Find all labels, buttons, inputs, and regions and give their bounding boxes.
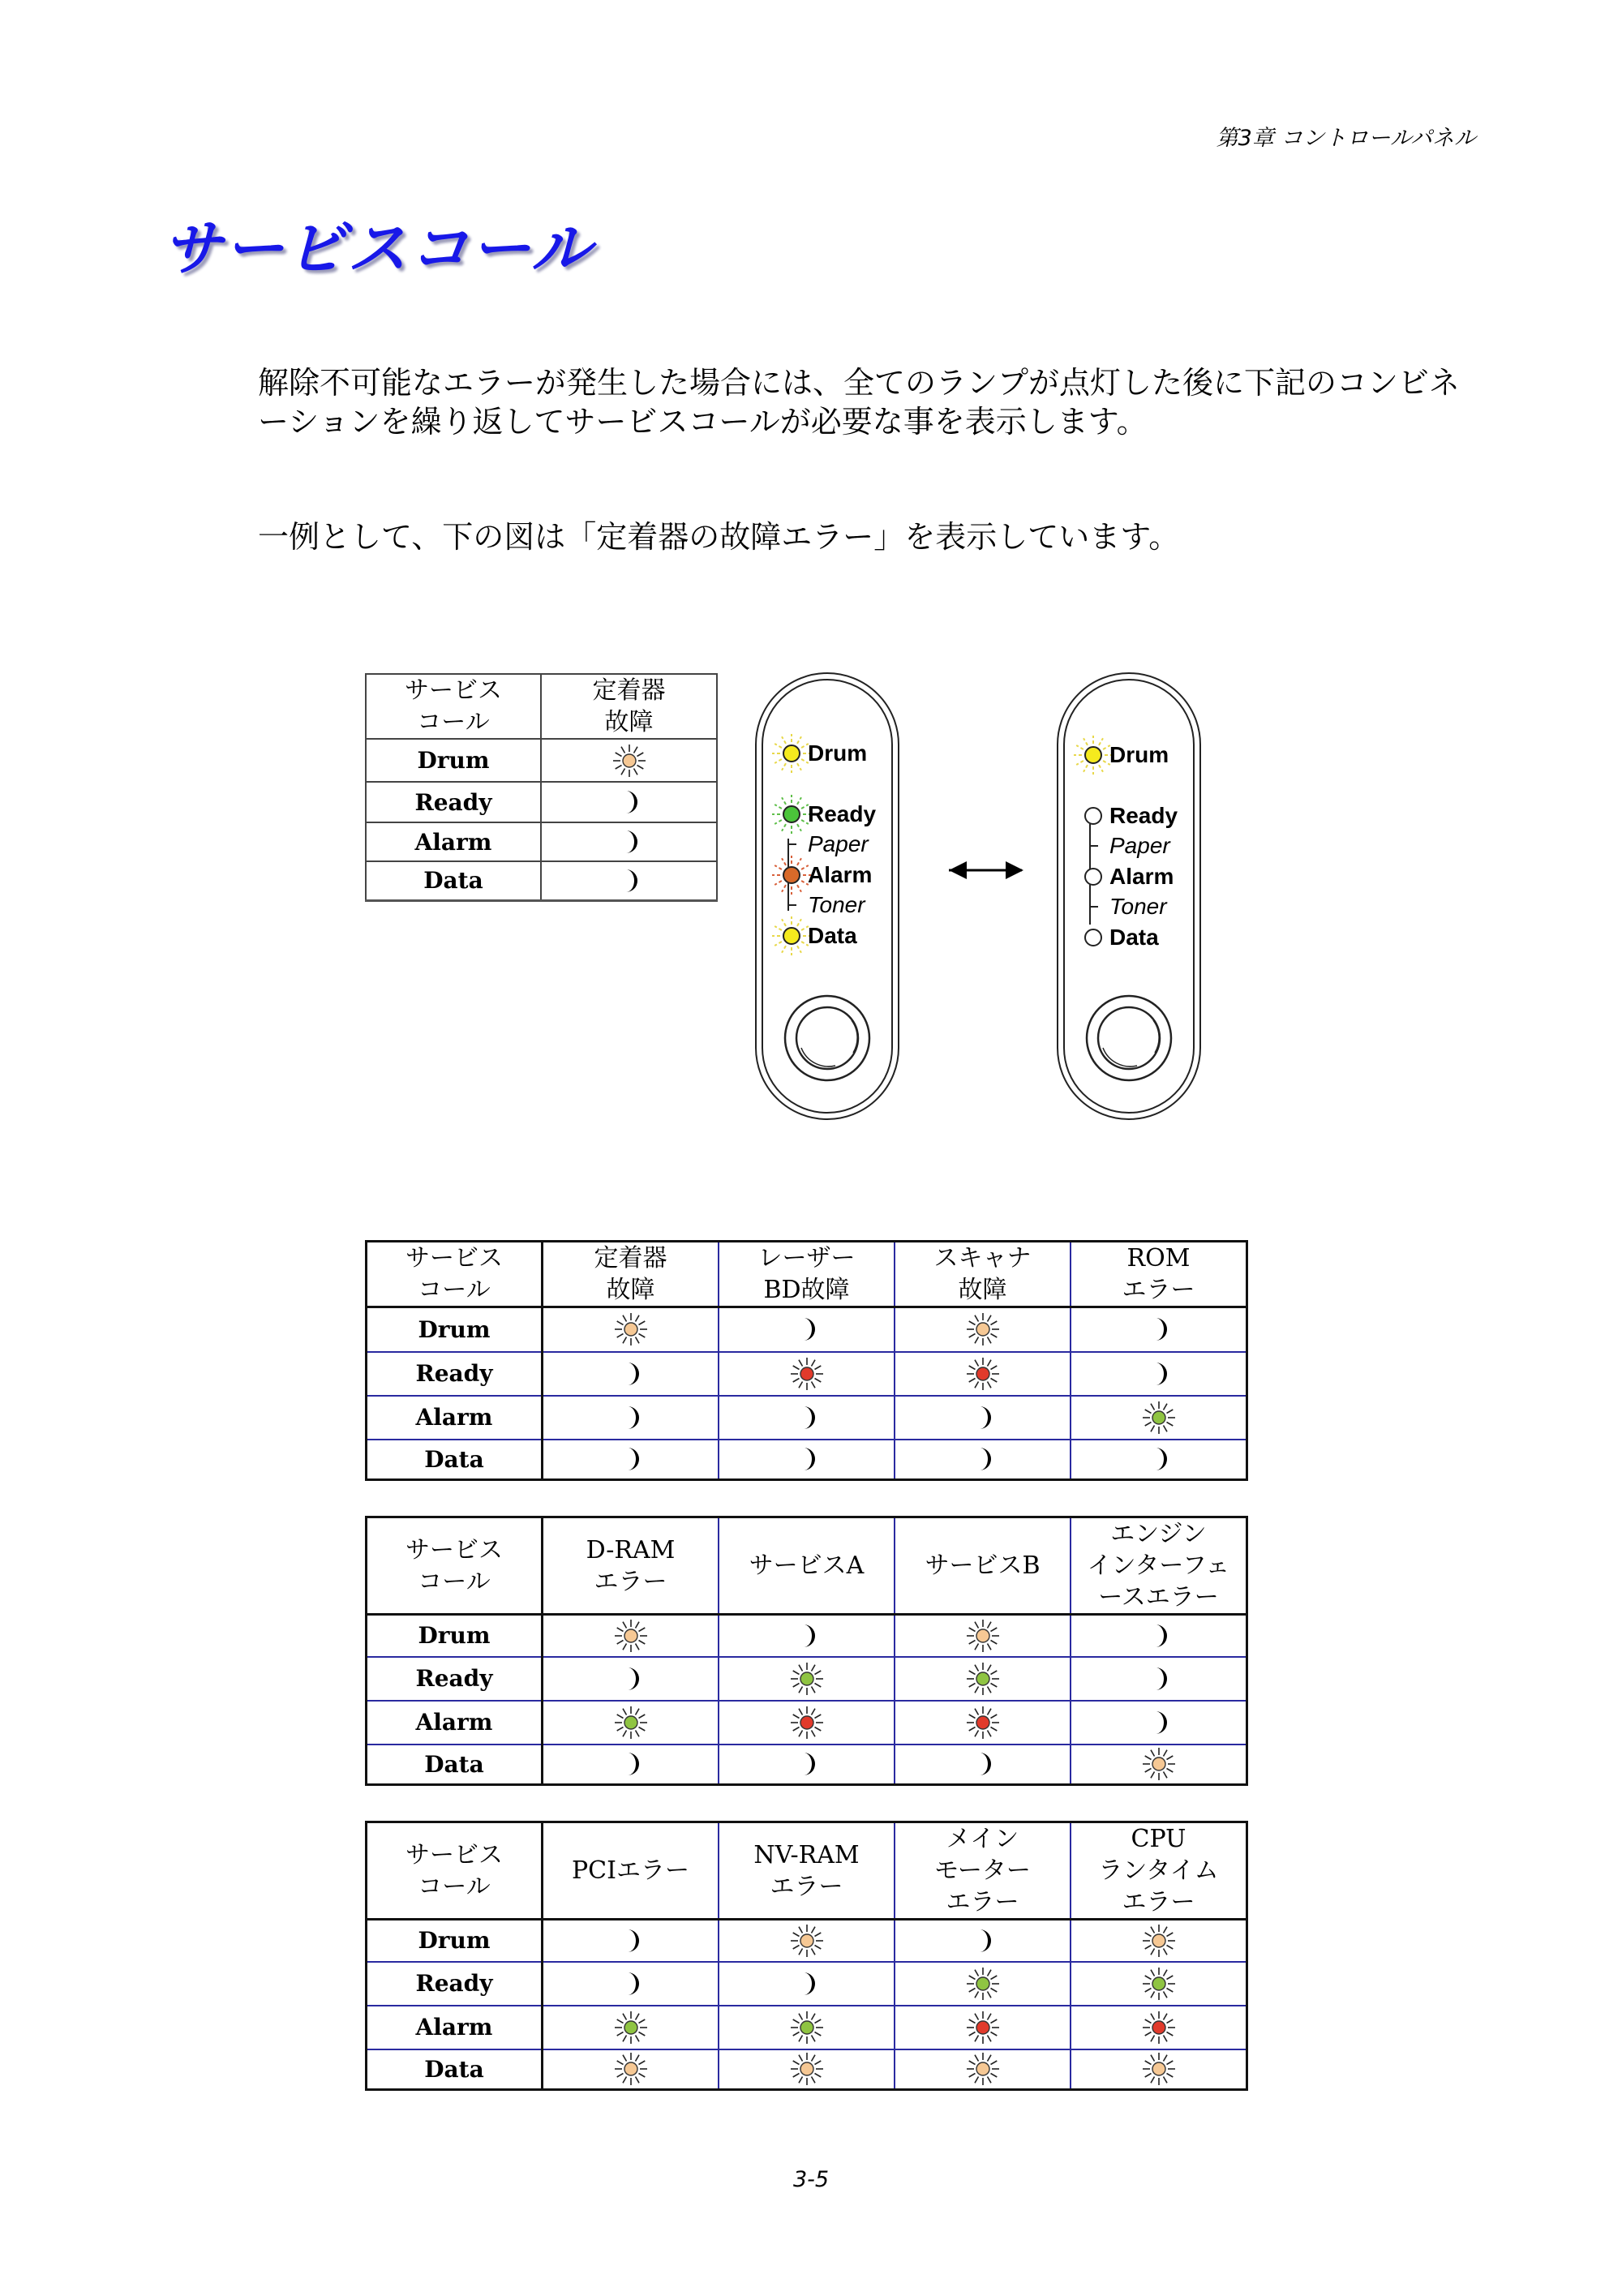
lamp-icon	[789, 1365, 825, 1380]
lamp-cell	[1071, 1701, 1247, 1745]
column-header: ROM エラー	[1071, 1242, 1247, 1307]
chapter-header: 第3章 コントロールパネル	[1216, 126, 1476, 151]
lamp-icon	[613, 1365, 649, 1380]
page-number: 3-5	[792, 2167, 830, 2192]
row-label-ready: Ready	[367, 1657, 543, 1701]
lamp-icon	[1141, 1321, 1177, 1337]
lamp-icon	[1141, 1714, 1177, 1729]
lamp-cell	[895, 2049, 1071, 2090]
column-header: サービスA	[719, 1517, 895, 1615]
lamp-cell	[543, 1745, 719, 1785]
lamp-cell	[1071, 1307, 1247, 1352]
lamp-cell	[719, 1352, 895, 1396]
lamp-cell	[543, 2049, 719, 2090]
lamp-cell	[895, 1352, 1071, 1396]
row-label-alarm: Alarm	[367, 1701, 543, 1745]
panel-led-alarm	[1085, 869, 1101, 885]
lamp-icon	[1141, 2019, 1177, 2034]
lamp-icon	[965, 1932, 1001, 1947]
lamp-icon	[1141, 1365, 1177, 1380]
lamp-cell	[895, 1657, 1071, 1701]
panel-label-drum: Drum	[1109, 742, 1169, 767]
lamp-icon	[789, 2019, 825, 2034]
header-fuser-failure: 定着器 故障	[541, 674, 717, 739]
lamp-cell	[543, 1615, 719, 1657]
row-label-data: Data	[367, 2049, 543, 2090]
lamp-icon	[613, 1756, 649, 1771]
lamp-icon	[789, 1714, 825, 1729]
lamp-icon	[613, 1321, 649, 1337]
lamp-icon	[1141, 1932, 1177, 1947]
lamp-cell	[1071, 2006, 1247, 2049]
lamp-icon	[611, 834, 647, 849]
lamp-icon	[965, 1365, 1001, 1380]
lamp-cell	[719, 1615, 895, 1657]
lamp-icon	[789, 1321, 825, 1337]
lamp-cell	[541, 739, 717, 782]
column-header: 定着器 故障	[543, 1242, 719, 1307]
row-label-drum: Drum	[366, 739, 541, 782]
column-header: サービス コール	[367, 1517, 543, 1615]
lamp-cell	[895, 1701, 1071, 1745]
column-header: サービス コール	[367, 1822, 543, 1920]
row-label-ready: Ready	[366, 782, 541, 822]
lamp-cell	[1071, 1615, 1247, 1657]
lamp-icon	[611, 752, 647, 767]
control-panel-right	[1058, 673, 1200, 1119]
lamp-cell	[1071, 1920, 1247, 1962]
row-label-alarm: Alarm	[367, 1396, 543, 1440]
panel-label-toner: Toner	[808, 892, 865, 917]
panel-label-data: Data	[1109, 925, 1159, 950]
control-panel-left	[756, 673, 899, 1119]
service-call-table-2	[365, 1516, 1248, 1786]
lamp-icon	[965, 1409, 1001, 1424]
lamp-icon	[613, 1714, 649, 1729]
row-label-data: Data	[367, 1440, 543, 1480]
lamp-cell	[543, 1307, 719, 1352]
lamp-icon	[789, 2061, 825, 2076]
control-panel-diagram	[754, 672, 1225, 1126]
lamp-icon	[789, 1627, 825, 1642]
lamp-cell	[543, 1701, 719, 1745]
lamp-icon	[613, 1975, 649, 1990]
lamp-cell	[719, 1396, 895, 1440]
panel-label-alarm: Alarm	[808, 862, 873, 887]
lamp-cell	[1071, 1352, 1247, 1396]
panel-label-ready: Ready	[1109, 803, 1178, 828]
lamp-cell	[1071, 1962, 1247, 2006]
row-label-ready: Ready	[367, 1352, 543, 1396]
double-arrow-icon	[949, 861, 1023, 879]
lamp-icon	[965, 2019, 1001, 2034]
lamp-cell	[1071, 1657, 1247, 1701]
lamp-cell	[895, 1440, 1071, 1480]
lamp-cell	[895, 1920, 1071, 1962]
panel-label-paper: Paper	[808, 831, 869, 856]
lamp-cell	[543, 1962, 719, 2006]
lamp-icon	[611, 794, 647, 809]
panel-label-paper: Paper	[1109, 833, 1170, 858]
lamp-icon	[965, 2061, 1001, 2076]
lamp-icon	[789, 1756, 825, 1771]
lamp-cell	[1071, 1440, 1247, 1480]
lamp-icon	[965, 1451, 1001, 1466]
lamp-cell	[719, 1657, 895, 1701]
lamp-cell	[895, 2006, 1071, 2049]
panel-led-data	[1085, 929, 1101, 946]
lamp-cell	[895, 1962, 1071, 2006]
lamp-cell	[719, 1745, 895, 1785]
lamp-cell	[719, 2006, 895, 2049]
lamp-icon	[1141, 1627, 1177, 1642]
lamp-icon	[611, 872, 647, 887]
lamp-icon	[1141, 1451, 1177, 1466]
lamp-icon	[1141, 1670, 1177, 1685]
lamp-cell	[719, 1440, 895, 1480]
row-label-drum: Drum	[367, 1307, 543, 1352]
lamp-cell	[543, 1657, 719, 1701]
column-header: PCIエラー	[543, 1822, 719, 1920]
column-header: サービス コール	[367, 1242, 543, 1307]
lamp-icon	[789, 1409, 825, 1424]
lamp-cell	[895, 1396, 1071, 1440]
row-label-drum: Drum	[367, 1920, 543, 1962]
lamp-icon	[965, 1670, 1001, 1685]
example-paragraph: 一例として、下の図は「定着器の故障エラー」を表示しています。	[258, 519, 1180, 555]
column-header: エンジン インターフェ ースエラー	[1071, 1517, 1247, 1615]
lamp-cell	[543, 1396, 719, 1440]
lamp-icon	[1141, 1409, 1177, 1424]
service-call-table-3	[365, 1821, 1248, 2091]
lamp-cell	[543, 2006, 719, 2049]
lamp-cell	[719, 1920, 895, 1962]
lamp-icon	[965, 1627, 1001, 1642]
lamp-cell	[895, 1307, 1071, 1352]
lamp-cell	[543, 1440, 719, 1480]
lamp-icon	[789, 1975, 825, 1990]
lamp-cell	[895, 1745, 1071, 1785]
panel-label-toner: Toner	[1109, 894, 1167, 919]
panel-label-alarm: Alarm	[1109, 864, 1174, 889]
lamp-cell	[541, 782, 717, 822]
lamp-cell	[541, 822, 717, 861]
column-header: レーザー BD故障	[719, 1242, 895, 1307]
lamp-icon	[613, 1451, 649, 1466]
lamp-cell	[541, 861, 717, 900]
row-label-alarm: Alarm	[367, 2006, 543, 2049]
lamp-icon	[613, 1627, 649, 1642]
lamp-icon	[789, 1932, 825, 1947]
lamp-icon	[965, 1975, 1001, 1990]
lamp-cell	[719, 1701, 895, 1745]
lamp-icon	[1141, 1975, 1177, 1990]
lamp-icon	[613, 1932, 649, 1947]
row-label-data: Data	[366, 861, 541, 900]
lamp-cell	[543, 1352, 719, 1396]
service-call-table-1	[365, 1240, 1248, 1481]
lamp-cell	[895, 1615, 1071, 1657]
lamp-icon	[789, 1451, 825, 1466]
lamp-cell	[719, 1962, 895, 2006]
column-header: NV-RAM エラー	[719, 1822, 895, 1920]
row-label-drum: Drum	[367, 1615, 543, 1657]
row-label-alarm: Alarm	[366, 822, 541, 861]
row-label-data: Data	[367, 1745, 543, 1785]
lamp-icon	[965, 1321, 1001, 1337]
panel-led-ready	[1085, 808, 1101, 824]
lamp-cell	[719, 1307, 895, 1352]
lamp-icon	[613, 1670, 649, 1685]
intro-paragraph: 解除不可能なエラーが発生した場合には、全てのランプが点灯した後に下記のコンビネーションを繰り返してサービスコールが必要な事を表示します。	[258, 365, 1461, 440]
panel-label-ready: Ready	[808, 801, 877, 826]
lamp-icon	[613, 1409, 649, 1424]
lamp-cell	[1071, 1745, 1247, 1785]
page-title: サービスコール	[162, 214, 593, 284]
lamp-cell	[719, 2049, 895, 2090]
lamp-icon	[613, 2019, 649, 2034]
lamp-icon	[613, 2061, 649, 2076]
lamp-icon	[965, 1756, 1001, 1771]
lamp-icon	[789, 1670, 825, 1685]
header-service-call: サービス コール	[366, 674, 541, 739]
lamp-icon	[1141, 2061, 1177, 2076]
panel-label-data: Data	[808, 923, 857, 948]
lamp-cell	[543, 1920, 719, 1962]
row-label-ready: Ready	[367, 1962, 543, 2006]
column-header: サービスB	[895, 1517, 1071, 1615]
panel-label-drum: Drum	[808, 740, 868, 766]
lamp-cell	[1071, 1396, 1247, 1440]
lamp-icon	[1141, 1756, 1177, 1771]
lamp-icon	[965, 1714, 1001, 1729]
example-lamp-table	[365, 673, 718, 902]
column-header: メイン モーター エラー	[895, 1822, 1071, 1920]
column-header: スキャナ 故障	[895, 1242, 1071, 1307]
column-header: CPU ランタイム エラー	[1071, 1822, 1247, 1920]
lamp-cell	[1071, 2049, 1247, 2090]
column-header: D-RAM エラー	[543, 1517, 719, 1615]
